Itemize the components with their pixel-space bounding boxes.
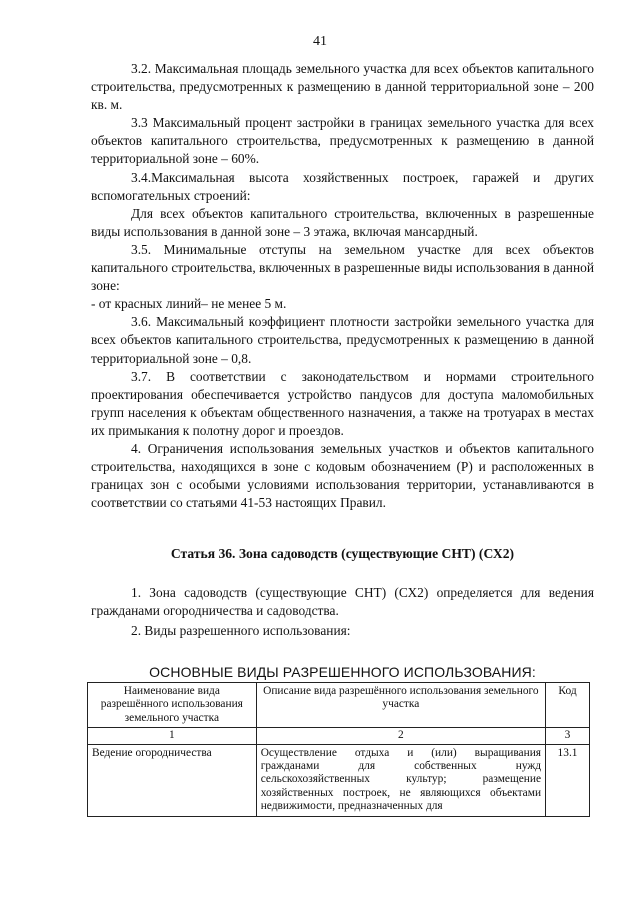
- row-code: 13.1: [546, 744, 590, 816]
- article-paragraph-2: 2. Виды разрешенного использования:: [131, 622, 351, 638]
- page-bottom-margin: [0, 878, 640, 905]
- row-name: Ведение огородничества: [88, 744, 257, 816]
- header-code: Код: [546, 683, 590, 728]
- header-name: Наименование вида разрешённого использования земельного участка: [88, 683, 257, 728]
- header-description: Описание вида разрешённого использования земельного участка: [256, 683, 545, 728]
- page-number: 41: [313, 34, 327, 49]
- paragraph-3-2: 3.2. Максимальная площадь земельного участка для всех объектов капитального строительства, предусмотренных к размещению в данной территориальной зоне – 200 кв. м.: [91, 61, 594, 113]
- paragraph-3-4: 3.4.Максимальная высота хозяйственных построек, гаражей и других вспомогательных строений:: [91, 169, 594, 203]
- table-title: ОСНОВНЫЕ ВИДЫ РАЗРЕШЕННОГО ИСПОЛЬЗОВАНИЯ:: [149, 664, 536, 680]
- paragraph-3-3: 3.3 Максимальный процент застройки в границах земельного участка для всех объектов капитального строительства, предусмотренных к размещению в данной территориальной зоне – 60%.: [91, 115, 594, 167]
- column-number-2: 2: [256, 728, 545, 744]
- paragraph-3-5: 3.5. Минимальные отступы на земельном участке для всех объектов капитального строительства, включенных в разрешенные виды использования в данной зоне:: [91, 241, 594, 294]
- body-text: [91, 60, 594, 512]
- list-item-red-lines: - от красных линий– не менее 5 м.: [91, 296, 287, 312]
- paragraph-3-7: 3.7. В соответствии с законодательством и нормами строительного проектирования обеспечивается устройство пандусов для доступа маломобильных групп населения к объектам общественного назначения, а также на тротуарах в местах их примыкания к полотну дорог и проездов.: [91, 368, 594, 438]
- paragraph-3-6: 3.6. Максимальный коэффициент плотности застройки земельного участка для всех объектов капитального строительства, предусмотренных к размещению в данной территориальной зоне – 0,8.: [91, 314, 594, 366]
- table-row: [88, 744, 590, 816]
- table-header-row: [88, 683, 590, 728]
- table-column-number-row: [88, 728, 590, 744]
- paragraph-3-4-detail: Для всех объектов капитального строительства, включенных в разрешенные виды использования в данной зоне – 3 этажа, включая мансардный.: [91, 205, 594, 239]
- article-heading: Статья 36. Зона садоводств (существующие СНТ) (СХ2): [170, 546, 515, 561]
- column-number-3: 3: [546, 728, 590, 744]
- column-number-1: 1: [88, 728, 257, 744]
- row-description: Осуществление отдыха и (или) выращивания гражданами для собственных нужд сельскохозяйственных культур; размещение хозяйственных построек, не являющихся объектами недвижимости, предназначенных для: [256, 744, 545, 816]
- paragraph-4: 4. Ограничения использования земельных участков и объектов капитального строительства, находящихся в зоне с кодовым обозначением (Р) и расположенных в границах зон с особыми условиями использования территории, устанавливаются в соответствии со статьями 41-53 настоящих Правил.: [91, 440, 594, 511]
- permitted-uses-table: [87, 682, 590, 817]
- article-text: [91, 584, 594, 640]
- article-paragraph-1: 1. Зона садоводств (существующие СНТ) (СХ2) определяется для ведения гражданами огородничества и садоводства.: [91, 585, 594, 619]
